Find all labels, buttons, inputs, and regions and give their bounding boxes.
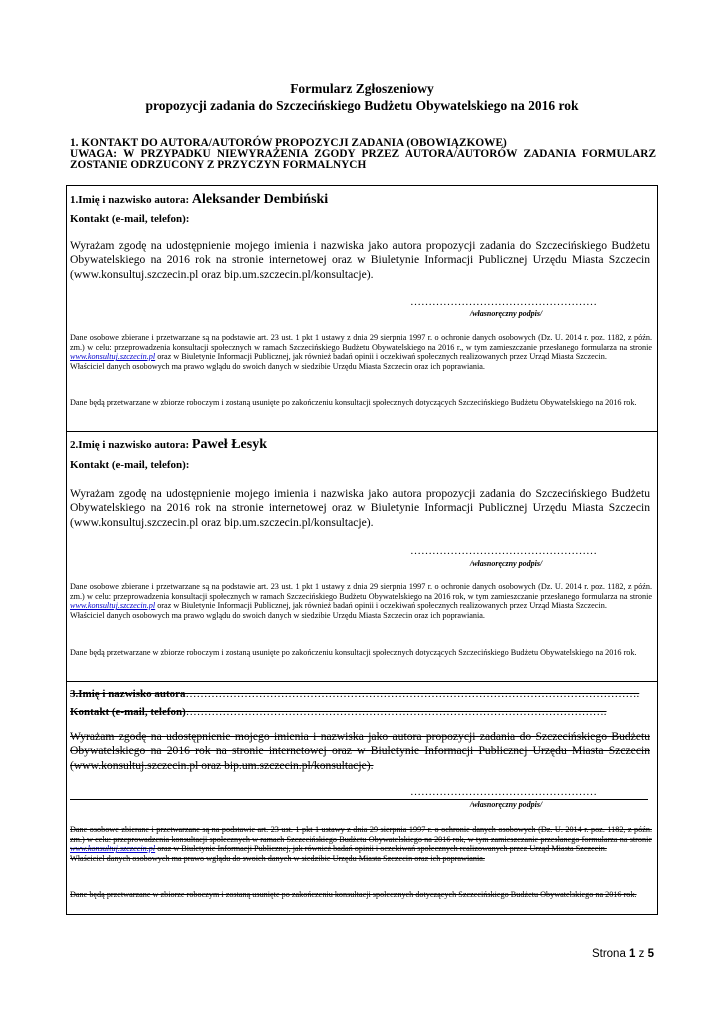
author-1-name[interactable]: Aleksander Dembiński (191, 192, 329, 207)
author-3-strike-rule (70, 799, 648, 800)
page-number (592, 948, 654, 960)
author-1-label: 1.Imię i nazwisko autora (70, 194, 186, 206)
author-1-privacy-owner: Właściciel danych osobowych ma prawo wglądu do swoich danych w siedzibie Urzędu Miasta Szczecin oraz ich poprawiania. (70, 361, 485, 371)
author-3-signature-label: /własnoręczny podpis/ (470, 800, 543, 809)
section-warning: UWAGA: W PRZYPADKU NIEWYRAŻENIA ZGODY PRZEZ AUTORA/AUTORÓW ZADANIA FORMULARZ ZOSTANIE ODRZUCONY Z PRZYCZYN FORMALNYCH (70, 148, 656, 171)
author-2-signature-label: /własnoręczny podpis/ (470, 559, 543, 568)
author-3-privacy-text-2: oraz w Biuletynie Informacji Publicznej, jak również badań opinii i oczekiwań społecznych realizowanych przez Urząd Miasta Szczecin. (155, 844, 607, 854)
author-3-name-field[interactable]: ……………………………………………………………………………………………………………. (185, 688, 640, 700)
author-1-retention: Dane będą przetwarzane w zbiorze roboczym i zostaną usunięte po zakończeniu konsultacji społecznych dotyczących Szczecińskiego Budżetu Obywatelskiego na 2016 rok. (70, 398, 637, 407)
author-1-name-line: 1.Imię i nazwisko autora: Aleksander Dembiński (70, 192, 329, 207)
author-2-privacy-owner: Właściciel danych osobowych ma prawo wglądu do swoich danych w siedzibie Urzędu Miasta Szczecin oraz ich poprawiania. (70, 610, 485, 620)
author-1-privacy-text-2: oraz w Biuletynie Informacji Publicznej, jak również badań opinii i oczekiwań społecznych realizowanych przez Urząd Miasta Szczecin. (155, 352, 607, 362)
author-2-name-line (70, 437, 267, 453)
page-number-sep: z (635, 948, 648, 960)
author-3-contact-line (70, 706, 652, 718)
author-3-contact-field[interactable]: ……………………………………………………………………………………………………. (185, 706, 607, 718)
author-3-retention: Dane będą przetwarzane w zbiorze roboczym i zostaną usunięte po zakończeniu konsultacji społecznych dotyczących Szczecińskiego Budżetu Obywatelskiego na 2016 rok. (70, 890, 637, 899)
author-1-privacy-text: Dane osobowe zbierane i przetwarzane są na podstawie art. 23 ust. 1 pkt 1 ustawy z dnia 29 sierpnia 1997 r. o ochronie danych osobowych (Dz. U. 2014 r. poz. 1182, z późn. zm.) w celu: przeprowadzenia konsultacji społecznych w ramach Szczecińskiego Budżetu Obywatelskiego na 2016 r., w tym zamieszczanie przesłanego formularza na stronie (70, 333, 652, 352)
page-number-prefix: Strona (591, 948, 630, 960)
author-3-consent: Wyrażam zgodę na udostępnienie mojego imienia i nazwiska jako autora propozycji zadania do Szczecińskiego Budżetu Obywatelskiego na 2016 rok na stronie internetowej oraz w Biuletynie Informacji Publicznej Urzędu Miasta Szczecin (www.konsultuj.szczecin.pl oraz bip.um.szczecin.pl/konsultacje). (70, 730, 650, 772)
form-title: Formularz Zgłoszeniowy (290, 81, 434, 96)
author-3-privacy-owner: Właściciel danych osobowych ma prawo wglądu do swoich danych w siedzibie Urzędu Miasta Szczecin oraz ich poprawiania. (70, 853, 485, 863)
author-1-contact: Kontakt (e-mail, telefon): (70, 213, 190, 225)
author-3-privacy-link[interactable]: www.konsultuj.szczecin.pl (70, 844, 156, 854)
author-2-privacy-text-2: oraz w Biuletynie Informacji Publicznej, jak również badań opinii i oczekiwań społecznych realizowanych przez Urząd Miasta Szczecin. (155, 601, 607, 611)
author-3-privacy-text: Dane osobowe zbierane i przetwarzane są na podstawie art. 23 ust. 1 pkt 1 ustawy z dnia 29 sierpnia 1997 r. o ochronie danych osobowych (Dz. U. 2014 r. poz. 1182, z późn. zm.) w celu: przeprowadzenia konsultacji społecznych w ramach Szczecińskiego Budżetu Obywatelskiego na 2016 rok, w tym zamieszczanie przesłanego formularza na stronie (70, 825, 652, 844)
author-3-name-line (70, 688, 652, 700)
author-1-consent: Wyrażam zgodę na udostępnienie mojego imienia i nazwiska jako autora propozycji zadania do Szczecińskiego Budżetu Obywatelskiego na 2016 rok na stronie internetowej oraz w Biuletynie Informacji Publicznej Urzędu Miasta Szczecin (www.konsultuj.szczecin.pl oraz bip.um.szczecin.pl/konsultacje). (70, 239, 650, 281)
author-3-privacy (70, 825, 652, 863)
author-3-label: 3.Imię i nazwisko autora (70, 688, 186, 700)
author-3-signature-line[interactable]: …………………………………………… (410, 786, 597, 798)
author-2-retention: Dane będą przetwarzane w zbiorze roboczym i zostaną usunięte po zakończeniu konsultacji społecznych dotyczących Szczecińskiego Budżetu Obywatelskiego na 2016 rok. (70, 648, 637, 657)
author-1-signature-line[interactable]: …………………………………………… (410, 296, 597, 308)
page-number-total: 5 (647, 948, 654, 960)
author-2-label: 2.Imię i nazwisko autora: (70, 439, 190, 451)
author-2-name[interactable]: Paweł Łesyk (191, 437, 267, 452)
author-2-consent: Wyrażam zgodę na udostępnienie mojego imienia i nazwiska jako autora propozycji zadania do Szczecińskiego Budżetu Obywatelskiego na 2016 rok na stronie internetowej oraz w Biuletynie Informacji Publicznej Urzędu Miasta Szczecin (www.konsultuj.szczecin.pl oraz bip.um.szczecin.pl/konsultacje). (70, 487, 650, 529)
author-2-signature-line[interactable]: …………………………………………… (410, 545, 597, 557)
form-subtitle: propozycji zadania do Szczecińskiego Budżetu Obywatelskiego na 2016 rok (145, 98, 579, 113)
author-2-contact-label: Kontakt (e-mail, telefon): (70, 459, 190, 471)
author-1-privacy (70, 333, 652, 371)
author-1-contact-label: Kontakt (e-mail, telefon) (70, 213, 186, 225)
author-3-contact-label: Kontakt (e-mail, telefon) (70, 706, 186, 718)
author-2-privacy-link[interactable]: www.konsultuj.szczecin.pl (70, 601, 156, 611)
section-heading: 1. KONTAKT DO AUTORA/AUTORÓW PROPOZYCJI ZADANIA (OBOWIĄZKOWE) (70, 137, 507, 149)
author-1-privacy-link[interactable]: www.konsultuj.szczecin.pl (70, 352, 156, 362)
author-2-privacy-text: Dane osobowe zbierane i przetwarzane są na podstawie art. 23 ust. 1 pkt 1 ustawy z dnia 29 sierpnia 1997 r. o ochronie danych osobowych (Dz. U. 2014 r. poz. 1182, z późn. zm.) w celu: przeprowadzenia konsultacji społecznych w ramach Szczecińskiego Budżetu Obywatelskiego na 2016 rok, w tym zamieszczanie przesłanego formularza na stronie (70, 582, 652, 601)
page-number-current: 1 (629, 948, 636, 960)
author-1-signature-label: /własnoręczny podpis/ (470, 309, 543, 318)
author-2-privacy (70, 582, 652, 620)
